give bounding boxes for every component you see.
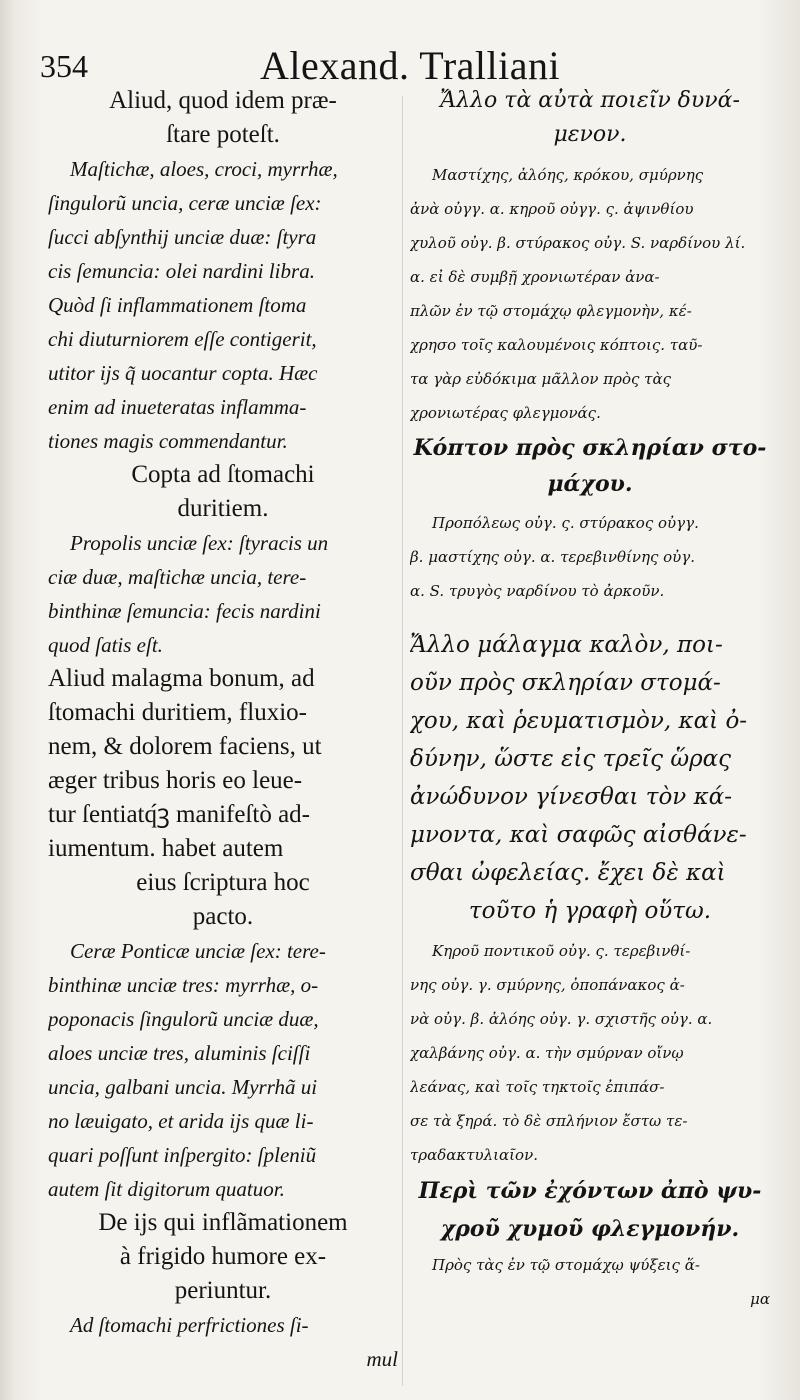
latin-recipe-cera	[48, 934, 398, 1206]
text-line: Ad ſtomachi perfrictiones ſi-	[70, 1313, 309, 1337]
greek-paragraph-psyxeis	[410, 1248, 770, 1316]
greek-heading-allo	[410, 84, 770, 152]
text-line: Quòd ſi inflammationem ſtoma	[48, 293, 307, 317]
text-line: æger tribus horis eo leue-	[48, 767, 303, 794]
text-line: De ijs qui inflãmationem	[98, 1209, 348, 1236]
greek-column	[410, 84, 770, 1316]
latin-heading-malagma	[48, 662, 398, 934]
text-line: χου, καὶ ῥευματισμὸν, καὶ ὀ-	[410, 708, 748, 734]
text-line: nem, & dolorem faciens, ut	[48, 733, 322, 760]
text-line: ſingulorũ uncia, ceræ unciæ ſex:	[48, 191, 322, 215]
text-line: Maſtichæ, aloes, croci, myrrhæ,	[70, 157, 338, 181]
text-line: Aliud, quod idem præ-	[109, 87, 337, 114]
text-line: ſtomachi duritiem, fluxio-	[48, 699, 307, 726]
latin-paragraph-copta	[48, 288, 398, 458]
text-line: Ceræ Ponticæ unciæ ſex: tere-	[70, 939, 326, 963]
text-line: Προπόλεως οὐγ. ς. στύρακος οὐγγ.	[432, 514, 699, 532]
text-line: νὰ οὐγ. β. ἀλόης οὐγ. γ. σχιστῆς οὐγ. α.	[410, 1010, 713, 1028]
text-line: τοῦτο ἡ γραφὴ οὕτω.	[468, 898, 712, 924]
greek-recipe-propoleos	[410, 506, 770, 608]
greek-heading-psychrou	[410, 1172, 770, 1248]
text-line: duritiem.	[177, 495, 269, 522]
text-line: periuntur.	[174, 1277, 272, 1304]
text-line: eius ſcriptura hoc	[136, 869, 310, 896]
latin-recipe-propolis	[48, 526, 398, 662]
text-line: quari poſſunt inſpergito: ſpleniũ	[48, 1143, 317, 1167]
greek-recipe-mastiches	[410, 158, 770, 430]
text-line: utitor ijs q̃ uocantur copta. Hæc	[48, 361, 318, 385]
text-line: χυλοῦ οὐγ. β. στύρακος οὐγ. S. ναρδίνου λί.	[410, 234, 746, 252]
text-line: Περὶ τῶν ἐχόντων ἀπὸ ψυ-	[418, 1178, 762, 1204]
text-line: Κόπτον πρὸς σκληρίαν στο-	[413, 435, 767, 461]
text-line: χρονιωτέρας φλεγμονάς.	[410, 404, 601, 422]
text-line: aloes unciæ tres, aluminis ſciſſi	[48, 1041, 311, 1065]
text-line: Ἄλλο μάλαγμα καλὸν, ποι-	[410, 632, 723, 658]
text-line: λεάνας, καὶ τοῖς τηκτοῖς ἐπιπάσ-	[410, 1078, 665, 1096]
text-line: no læuigato, et arida ijs quæ li-	[48, 1109, 314, 1133]
greek-heading-kopton	[410, 430, 770, 502]
text-line: μα	[750, 1290, 770, 1308]
text-line: binthinæ ſemuncia: fecis nardini	[48, 599, 321, 623]
text-line: ſtare poteſt.	[166, 121, 280, 148]
latin-column	[48, 84, 398, 1376]
text-line: mul	[366, 1347, 398, 1371]
text-line: χροῦ χυμοῦ φλεγμονήν.	[440, 1216, 740, 1242]
text-line: enim ad inueteratas inflamma-	[48, 395, 307, 419]
text-line: τραδακτυλιαῖον.	[410, 1146, 538, 1164]
text-line: poponacis ſingulorũ unciæ duæ,	[48, 1007, 319, 1031]
text-line: χαλβάνης οὐγ. α. τὴν σμύρναν οἴνῳ	[410, 1044, 684, 1062]
text-line: ſucci abſynthij unciæ duæ: ſtyra	[48, 225, 317, 249]
text-line: δύνην, ὥστε εἰς τρεῖς ὥρας	[410, 746, 732, 772]
latin-heading-copta	[48, 458, 398, 526]
text-line: ciæ duæ, maſtichæ uncia, tere-	[48, 565, 307, 589]
latin-heading-frigido	[48, 1206, 398, 1308]
text-line: οῦν πρὸς σκληρίαν στομά-	[410, 670, 721, 696]
text-line: ἀνώδυνον γίνεσθαι τὸν κά-	[410, 784, 732, 810]
text-line: β. μαστίχης οὐγ. α. τερεβινθίνης οὐγ.	[410, 548, 696, 566]
text-line: tiones magis commendantur.	[48, 429, 288, 453]
text-line: Copta ad ſtomachi	[131, 461, 315, 488]
text-line: μάχου.	[547, 471, 633, 497]
text-line: σθαι ὠφελείας. ἔχει δὲ καὶ	[410, 860, 726, 886]
text-line: α. S. τρυγὸς ναρδίνου τὸ ἀρκοῦν.	[410, 582, 665, 600]
text-line: cis ſemuncia: olei nardini libra.	[48, 259, 315, 283]
text-line: quod ſatis eſt.	[48, 633, 163, 657]
text-line: uncia, galbani uncia. Myrrhã ui	[48, 1075, 318, 1099]
column-gutter	[402, 96, 403, 1386]
greek-recipe-kerou	[410, 934, 770, 1172]
text-line: Ἄλλο τὰ αὐτὰ ποιεῖν δυνά-	[440, 88, 740, 113]
page-number: 354	[40, 48, 88, 84]
text-line: Κηροῦ ποντικοῦ οὐγ. ς. τερεβινθί-	[432, 942, 691, 960]
text-line: πλῶν ἐν τῷ στομάχῳ φλεγμονὴν, κέ-	[410, 302, 692, 320]
text-line: Propolis unciæ ſex: ſtyracis un	[70, 531, 329, 555]
text-line: σε τὰ ξηρά. τὸ δὲ σπλήνιον ἔστω τε-	[410, 1112, 688, 1130]
text-line: pacto.	[192, 903, 254, 930]
text-line: α. εἰ δὲ συμβῇ χρονιωτέραν ἀνα-	[410, 268, 660, 286]
text-line: ἀνὰ οὐγγ. α. κηροῦ οὐγγ. ς. ἀψινθίου	[410, 200, 694, 218]
running-title: Alexand. Tralliani	[260, 43, 561, 88]
text-line: Μαστίχης, ἀλόης, κρόκου, σμύρνης	[432, 166, 704, 184]
text-line: iumentum. habet autem	[48, 835, 284, 862]
text-line: autem ſit digitorum quatuor.	[48, 1177, 285, 1201]
text-line: μενον.	[553, 122, 627, 147]
text-line: τα γὰρ εὐδόκιμα μᾶλλον πρὸς τὰς	[410, 370, 671, 388]
text-line: Πρὸς τὰς ἐν τῷ στομάχῳ ψύξεις ἅ-	[432, 1256, 700, 1274]
text-line: μνοντα, καὶ σαφῶς αἰσθάνε-	[410, 822, 747, 848]
text-line: tur ſentiatq́ꝫ manifeſtò ad-	[48, 801, 310, 828]
text-line: νης οὐγ. γ. σμύρνης, ὀποπάνακος ἀ-	[410, 976, 685, 994]
latin-recipe-masticha	[48, 152, 398, 288]
text-line: χρησο τοῖς καλουμένοις κόπτοις. ταῦ-	[410, 336, 703, 354]
text-line: chi diuturniorem eſſe contigerit,	[48, 327, 317, 351]
greek-heading-malagma	[410, 626, 770, 930]
text-line: à frigido humore ex-	[119, 1243, 327, 1270]
latin-paragraph-perfrictiones	[48, 1308, 398, 1376]
latin-heading-aliud	[48, 84, 398, 152]
text-line: binthinæ unciæ tres: myrrhæ, o-	[48, 973, 319, 997]
text-line: Aliud malagma bonum, ad	[48, 665, 315, 692]
